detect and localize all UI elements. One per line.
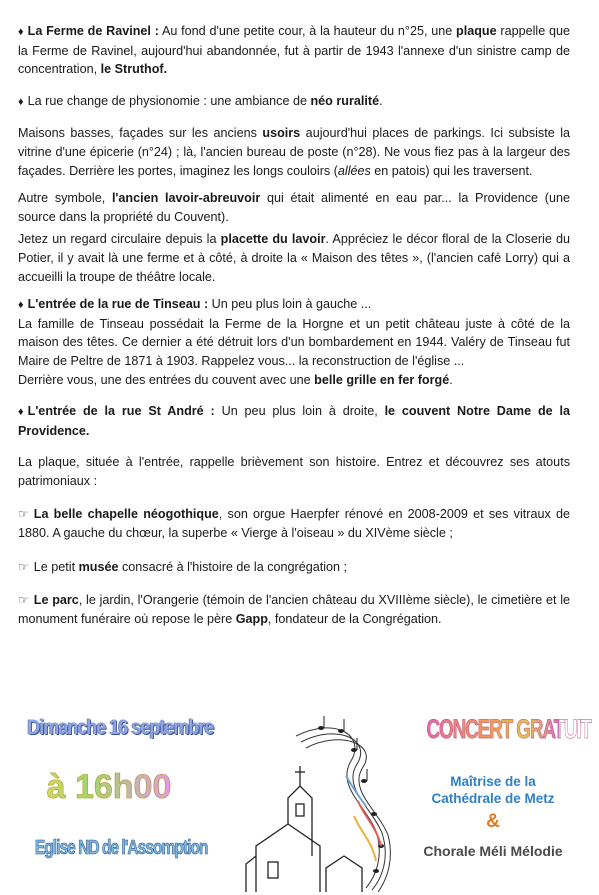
maitrise-line-1: Maîtrise de la bbox=[450, 774, 536, 789]
event-time: à 16h00 bbox=[14, 768, 204, 807]
maitrise-line-2: Cathédrale de Metz bbox=[431, 791, 555, 806]
italic-text: allées bbox=[337, 163, 371, 178]
text: Derrière vous, une des entrées du couvent avec une bbox=[18, 372, 315, 387]
paragraph-physionomie bbox=[18, 92, 570, 112]
diamond-bullet-icon: ♦ bbox=[18, 95, 24, 108]
paragraph-lavoir bbox=[18, 189, 570, 226]
concert-title: CONCERT GRATUIT bbox=[426, 714, 591, 744]
diamond-bullet-icon: ♦ bbox=[18, 406, 24, 419]
pointing-hand-icon: ☞ bbox=[18, 593, 29, 608]
bold-text: Gapp bbox=[235, 611, 268, 626]
bold-text: le Struthof. bbox=[100, 62, 168, 77]
event-date: Dimanche 16 septembre bbox=[27, 716, 214, 739]
ampersand: & bbox=[486, 811, 500, 832]
bold-text: usoirs bbox=[262, 126, 301, 141]
event-venue: Eglise ND de l'Assomption bbox=[34, 837, 208, 859]
paragraph-tinseau-heading bbox=[18, 295, 570, 315]
text: Un peu plus loin à gauche ... bbox=[208, 297, 372, 312]
bold-text: le couvent Notre Dame de la Providence. bbox=[18, 404, 571, 438]
bold-text: placette du lavoir bbox=[220, 232, 326, 247]
pointing-hand-icon: ☞ bbox=[18, 559, 29, 574]
bold-text: La belle chapelle néogothique bbox=[33, 507, 219, 522]
diamond-bullet-icon: ♦ bbox=[18, 26, 24, 38]
bold-text: belle grille en fer forgé bbox=[314, 372, 450, 387]
bold-text: musée bbox=[78, 559, 119, 574]
pointing-hand-icon: ☞ bbox=[18, 507, 29, 522]
text: Autre symbole, bbox=[18, 191, 112, 206]
paragraph-grille bbox=[18, 371, 570, 390]
bold-text: l'ancien lavoir-abreuvoir bbox=[111, 191, 261, 206]
church-music-illustration bbox=[226, 706, 396, 892]
text: , fondateur de la Congrégation. bbox=[267, 611, 442, 626]
text: . Appréciez le décor floral de la Closerie du Potier, il y avait là une ferme et à côté, à droite la « Maison des têtes », (l'ancien café Lorry) qui a accueilli la troupe de théâtre locale. bbox=[18, 232, 570, 284]
text: La rue change de physionomie : une ambiance de bbox=[27, 93, 311, 108]
diamond-bullet-icon: ♦ bbox=[18, 299, 24, 312]
document-body bbox=[18, 22, 570, 628]
performer-maitrise bbox=[398, 773, 588, 807]
text: Maisons basses, façades sur les anciens bbox=[18, 126, 263, 141]
concert-details bbox=[398, 714, 591, 859]
paragraph-parc bbox=[18, 591, 570, 628]
paragraph-placette bbox=[18, 230, 570, 286]
paragraph-tinseau bbox=[18, 315, 570, 371]
text: Un peu plus loin à droite, bbox=[214, 404, 385, 419]
paragraph-ravinel bbox=[18, 22, 570, 79]
text: qui était alimenté en eau par... la Providence (une source dans la propriété du Couvent). bbox=[18, 191, 570, 224]
event-details bbox=[14, 716, 214, 860]
text: Au fond d'une petite cour, à la hauteur du n°25, une bbox=[158, 24, 457, 38]
text: La plaque, située à l'entrée, rappelle brièvement son histoire. Entrez et découvrez ses atouts patrimoniaux : bbox=[18, 455, 570, 488]
text: . bbox=[379, 93, 383, 108]
paragraph-plaque bbox=[18, 453, 570, 490]
text: La famille de Tinseau possédait la Ferme de la Horgne et un petit château juste à côté de la maison des têtes. Ce dernier a été détruit lors d'un bombardement en 1944. Valéry de Tinseau fut Maire de Peltre de 1871 à 1903. Rappelez vous... la reconstruction de l'église ... bbox=[18, 316, 570, 368]
concert-promo bbox=[0, 700, 599, 895]
heading-ravinel: La Ferme de Ravinel : bbox=[27, 24, 159, 38]
text: Le petit bbox=[33, 559, 79, 574]
text: Jetez un regard circulaire depuis la bbox=[18, 232, 221, 247]
heading-tinseau: L'entrée de la rue de Tinseau : bbox=[27, 297, 209, 312]
paragraph-standre bbox=[18, 402, 570, 440]
paragraph-musee bbox=[18, 558, 570, 577]
paragraph-chapelle bbox=[18, 505, 570, 542]
bold-text: Le parc bbox=[33, 593, 79, 608]
text: , son orgue Haerpfer rénové en 2008-2009 et ses vitraux de 1880. A gauche du chœur, la superbe « Vierge à l'oiseau » du XIVème siècle ; bbox=[18, 507, 570, 541]
heading-standre: L'entrée de la rue St André : bbox=[27, 404, 215, 419]
bold-text: plaque bbox=[456, 24, 497, 38]
bold-text: néo ruralité bbox=[310, 93, 380, 108]
text: consacré à l'histoire de la congrégation ; bbox=[118, 559, 348, 574]
text: . bbox=[449, 372, 453, 387]
text: rappelle que la Ferme de Ravinel, aujourd'hui abandonnée, fut à partir de 1943 l'annexe d'un sinistre camp de concentration, bbox=[18, 24, 570, 77]
text: , le jardin, l'Orangerie (témoin de l'ancien château du XVIIIème siècle), le cimetière et le monument funéraire où repose le père bbox=[18, 593, 570, 626]
text: en patois) qui les traversent. bbox=[370, 163, 533, 178]
paragraph-maisons bbox=[18, 124, 570, 180]
performer-chorale: Chorale Méli Mélodie bbox=[423, 843, 563, 859]
text: aujourd'hui places de parkings. Ici subsiste la vitrine d'une épicerie (n°24) ; là, l'ancien bureau de poste (n°28). Ne vous fiez pas à la largeur des façades. Derrière les portes, imaginez les longs couloirs ( bbox=[18, 126, 570, 178]
